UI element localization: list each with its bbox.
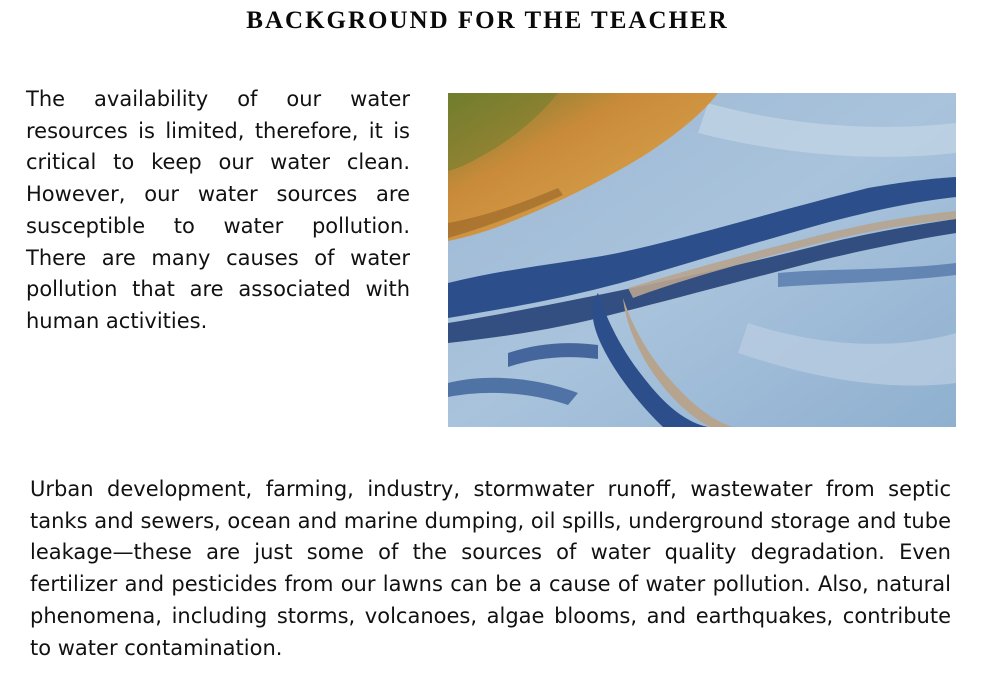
- page-title: BACKGROUND FOR THE TEACHER: [246, 7, 729, 34]
- intro-paragraph: The availability of our water resources is limited, therefore, it is critical to keep our water clean. However, our water sources are susceptible to water pollution. There are many causes of water pollution that are associated with human activities.: [26, 87, 410, 333]
- oil-spill-photo: [448, 93, 956, 427]
- body-paragraph: Urban development, farming, industry, stormwater runoff, wastewater from septic tanks and sewers, ocean and marine dumping, oil spills, underground storage and tube leakage—these are just some of the sources of water quality degradation. Even fertilizer and pesticides from our lawns can be a cause of water pollution. Also, natural phenomena, including storms, volcanoes, algae blooms, and earthquakes, contribute to water contamination.: [30, 477, 951, 660]
